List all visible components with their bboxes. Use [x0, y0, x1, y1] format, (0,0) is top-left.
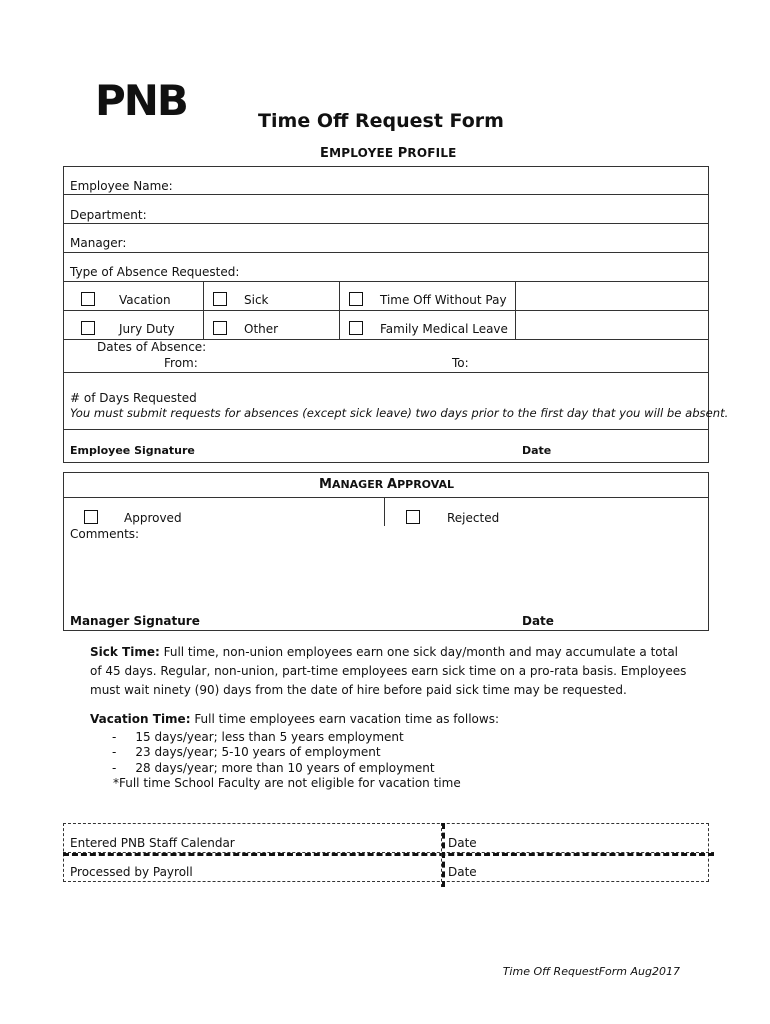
vacation-item-2: - 23 days/year; 5-10 years of employment: [112, 745, 381, 759]
days-requested-label: # of Days Requested: [70, 391, 197, 405]
footer-text: Time Off RequestForm Aug2017: [502, 965, 680, 978]
vacation-checkbox[interactable]: [81, 292, 95, 306]
employee-signature-label: Employee Signature: [70, 444, 195, 457]
manager-approval-box: [63, 472, 709, 631]
manager-approval-heading: MANAGER APPROVAL: [319, 477, 455, 492]
calendar-date-label: Date: [448, 836, 477, 850]
approved-checkbox[interactable]: [84, 510, 98, 524]
from-label: From:: [164, 356, 198, 370]
vacation-item-3: - 28 days/year; more than 10 years of employment: [112, 761, 435, 775]
processed-payroll-label: Processed by Payroll: [70, 865, 193, 879]
dates-of-absence-label: Dates of Absence:: [97, 340, 207, 354]
sick-label: Sick: [244, 293, 269, 307]
employee-date-label: Date: [522, 444, 552, 457]
other-checkbox[interactable]: [213, 321, 227, 335]
type-of-absence-label: Type of Absence Requested:: [70, 265, 240, 279]
jury-duty-label: Jury Duty: [119, 322, 175, 336]
manager-date-label: Date: [522, 614, 554, 628]
vacation-time-paragraph: Vacation Time: Full time employees earn vacation time as follows:: [90, 712, 499, 726]
sick-time-paragraph: Sick Time: Full time, non-union employees earn one sick day/month and may accumulate a total of 45 days. Regular, non-union, part-time employees earn sick time on a pro-rata basis. Employees must wait ninety (90) days from the date of hire before paid sick time may be requested.: [90, 645, 687, 697]
manager-signature-label: Manager Signature: [70, 614, 200, 628]
family-medical-leave-checkbox[interactable]: [349, 321, 363, 335]
vacation-note: *Full time School Faculty are not eligible for vacation time: [113, 776, 461, 790]
rejected-checkbox[interactable]: [406, 510, 420, 524]
vacation-item-1: - 15 days/year; less than 5 years employment: [112, 730, 404, 744]
form-title: Time Off Request Form: [258, 110, 504, 132]
sick-checkbox[interactable]: [213, 292, 227, 306]
to-label: To:: [452, 356, 469, 370]
employee-name-label: Employee Name:: [70, 179, 173, 193]
jury-duty-checkbox[interactable]: [81, 321, 95, 335]
department-label: Department:: [70, 208, 147, 222]
pnb-logo: PNB: [95, 76, 187, 125]
other-label: Other: [244, 322, 279, 336]
comments-label: Comments:: [70, 527, 140, 541]
vacation-label: Vacation: [119, 293, 171, 307]
time-off-without-pay-label: Time Off Without Pay: [380, 293, 507, 307]
notice-text: You must submit requests for absences (except sick leave) two days prior to the first day that you will be absent.: [70, 406, 729, 420]
time-off-without-pay-checkbox[interactable]: [349, 292, 363, 306]
family-medical-leave-label: Family Medical Leave: [380, 322, 508, 336]
manager-label: Manager:: [70, 236, 127, 250]
entered-calendar-label: Entered PNB Staff Calendar: [70, 836, 235, 850]
approved-label: Approved: [124, 511, 182, 525]
employee-profile-heading: EMPLOYEE PROFILE: [320, 146, 457, 161]
rejected-label: Rejected: [447, 511, 500, 525]
payroll-date-label: Date: [448, 865, 477, 879]
